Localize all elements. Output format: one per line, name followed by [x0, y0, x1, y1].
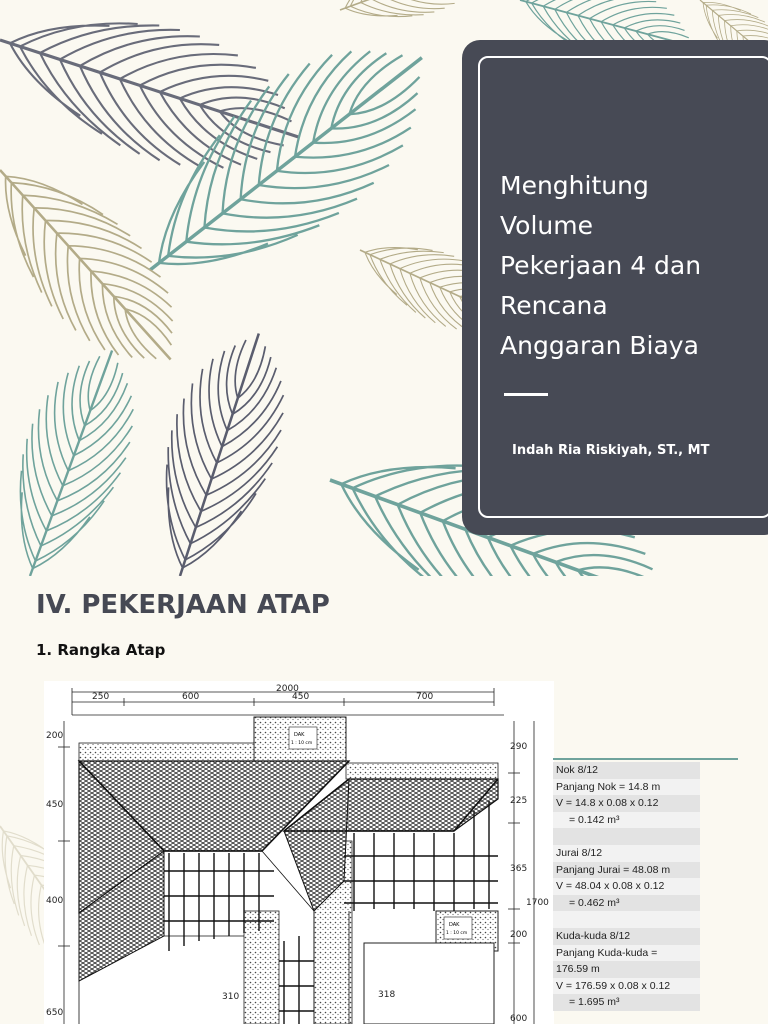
roof-work-slide — [0, 576, 768, 1024]
calc-row: = 1.695 m³ — [553, 994, 700, 1011]
dim-right-total: 1700 — [526, 898, 549, 908]
dim-left-1: 200 — [46, 731, 64, 741]
title-line-1: Menghitung — [500, 171, 649, 200]
author-name: Indah Ria Riskiyah, ST., MT — [512, 443, 710, 458]
calc-row: V = 14.8 x 0.08 x 0.12 — [553, 795, 700, 812]
dak-label-2-scale: 1 : 10 cm — [446, 931, 468, 936]
calc-row: = 0.142 m³ — [553, 812, 700, 829]
calc-row: Panjang Kuda-kuda = — [553, 945, 700, 962]
dak-label-2: DAK — [449, 922, 460, 928]
calc-row: Panjang Nok = 14.8 m — [553, 779, 700, 796]
dim-left-3: 400 — [46, 896, 64, 906]
section-heading: IV. PEKERJAAN ATAP — [36, 590, 330, 620]
calc-row: Panjang Jurai = 48.08 m — [553, 862, 700, 879]
title-line-2: Volume — [500, 211, 593, 240]
dim-top-4: 700 — [416, 692, 434, 702]
calc-row: V = 48.04 x 0.08 x 0.12 — [553, 878, 700, 895]
dak-label-1-scale: 1 : 10 cm — [291, 741, 313, 746]
title-line-3: Pekerjaan 4 dan — [500, 251, 702, 280]
dak-label-1: DAK — [294, 732, 305, 738]
volume-calculation-table — [553, 758, 738, 1011]
dim-inner-2: 318 — [378, 990, 396, 1000]
dim-top-total: 2000 — [276, 684, 299, 694]
title-line-5: Anggaran Biaya — [500, 331, 699, 360]
dim-top-3: 450 — [292, 692, 310, 702]
calc-row — [553, 911, 700, 928]
dim-right-3: 365 — [510, 864, 528, 874]
dim-right-5: 600 — [510, 1014, 528, 1024]
calc-row: V = 176.59 x 0.08 x 0.12 — [553, 978, 700, 995]
title-divider — [504, 393, 548, 396]
dim-left-2: 450 — [46, 800, 64, 810]
section-subheading: 1. Rangka Atap — [36, 641, 166, 659]
calc-row: = 0.462 m³ — [553, 895, 700, 912]
calc-row: 176.59 m — [553, 961, 700, 978]
calc-rows — [553, 762, 738, 1011]
dim-right-4: 200 — [510, 930, 528, 940]
dim-left-4: 650 — [46, 1008, 64, 1018]
calc-row — [553, 828, 700, 845]
calc-row: Nok 8/12 — [553, 762, 700, 779]
calc-row: Kuda-kuda 8/12 — [553, 928, 700, 945]
dim-right-1: 290 — [510, 742, 528, 752]
table-top-rule — [553, 758, 738, 760]
dim-right-2: 225 — [510, 796, 528, 806]
title-line-4: Rencana — [500, 291, 608, 320]
dim-top-1: 250 — [92, 692, 110, 702]
roof-plan-drawing — [44, 681, 554, 1024]
dim-inner-1: 310 — [222, 992, 240, 1002]
calc-row: Jurai 8/12 — [553, 845, 700, 862]
dim-top-2: 600 — [182, 692, 200, 702]
